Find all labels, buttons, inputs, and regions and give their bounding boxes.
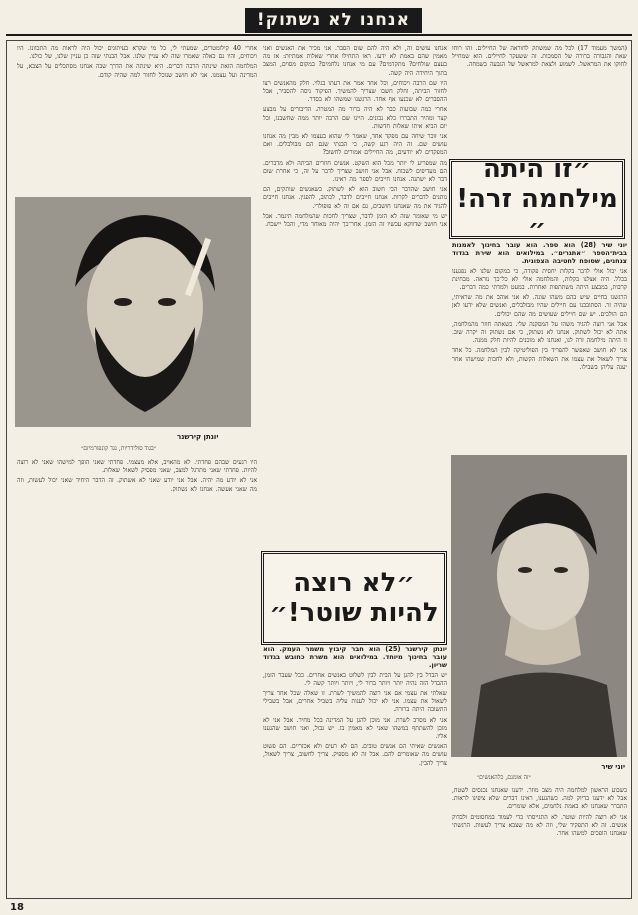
photo-yonatan-kirshner — [15, 197, 251, 427]
column-middle-bottom — [263, 645, 447, 897]
body-2-p11: האנשים שאיתי הם אנשים טובים. הם לא רעים ולא אכזריים. הם פשוט עושים מה שאומרים להם. אבל זה לא מספיק. צריך לחשוב, צריך לשאול, צריך להבין. — [263, 743, 447, 767]
body-2-p9: שאלתי את עצמי אם אני רוצה להמשיך לשרת. זו שאלה שכל אחד צריך לשאול את עצמו. אני לא יכול לענות עליה בשביל אחרים, אבל בשבילי התשובה היתה ברורה. — [263, 690, 447, 714]
body-2-p7: יש מי שאומר שזה לא הזמן לדבר, שצריך לחכות שהמלחמה תיגמר. אבל אני חושב שדווקא עכשיו זה הזמן. אחר־כך יהיה מאוחר מדי, והכל יישכח. — [263, 212, 447, 229]
body-1-p4: אני לא חושב שאפשר להפריד בין הפוליטיקה לבין המלחמה. כל אחד צריך לשאול את עצמו את השאלות הקשות, ולא לחכות שמישהו אחר יענה עליהן בשבילו. — [452, 347, 627, 371]
body-1-p5: בשבוע הראשון למלחמה היה מצב מוזר. ידענו שאנחנו נכנסים לשטח, אבל לא ידענו בדיוק למה. כשהגענו, ראינו דברים שלא ציפינו לראות. התברר שאנחנו לא באמת נלחמים, אלא שומרים. — [452, 787, 627, 811]
body-2-p2: היו שם הרבה ויכוחים, וכל אחד אמר את דעתו בגלוי. חלק מהאנשים רצו לחזור הביתה, וחלק חשבו שצריך להמשיך. הפיקוד ניסה להסביר, אבל ההסברים לא שכנעו אף אחד. הרגשנו שמשהו לא בסדר. — [263, 79, 447, 104]
intro-text: (המשך מעמוד 17) לכל מה שמשתק לחוראה של החיילים. זהו רוחו שאת והגבורה ברורה של הסמכות. זה ששעקר לחיילים. הוא שמחייל לחוקו את המראשל. לשמוע ולצאת למראשל של הגבעה בשמחה. — [452, 45, 627, 69]
body-2-p6: אני חושב שהדבר הכי חשוב הוא לא לשתוק. כשאנשים שותקים, הם נותנים לדברים לקרות. אנחנו חייבים לדבר, לכתוב, להפגין. אנחנו חייבים להגיד את מה שאנחנו חושבים, גם אם זה לא פופולרי. — [263, 186, 447, 210]
page-header — [6, 6, 632, 36]
body-2-p3: אחרי כמה שבועות כבר לא היה ברור מה המטרה. הדיבורים על מבצע קצר ומהיר התבררו כלא נכונים. היינו שם הרבה יותר ממה שחשבנו, וכל יום הביא איתו שאלות חדשות. — [263, 106, 447, 130]
portrait-shir-image — [451, 455, 627, 757]
body-1-p2: הרגשנו בחיים שיש בהם משהו שונה. לא אני אוהב את מה שראיתי, שהיה זר. הסתובבנו עם חיילים שהיו מבולבלים, ואנשים שלא ידעו לאן הם הולכים. יש שם חיילים שעושים מה שהם יכולים. — [452, 294, 627, 318]
body-2-p8: יש הבדל בין להגן על הבית לבין לשלוט באנשים אחרים. ככל שעבר הזמן, ההבדל הזה נהיה יותר ויותר ברור לי, ויותר ויותר קשה לי. — [263, 671, 447, 687]
page-number: 18 — [10, 902, 24, 913]
body-2-p10: אני לא מסרב לשרת. אני מוכן להגן על המדינה בכל מחיר. אבל אני לא מוכן להשתתף במשהו שאני לא מאמין בו. יש גבול, ואני חושב שהגענו אליו. — [263, 716, 447, 741]
article-frame — [6, 40, 632, 899]
body-1-p1: אני יכול אולי לדבר בקלות יחסית פקודה, כי במקום שלנו לא נפגענו בכלל. היה אצלנו בקלות, והמלחמה אולי לא כל־כך נוראה. מבחינת קרבות, במבצע היתה משתתפות ואחרות. במעט ולמדתי כמה דברים. — [452, 267, 627, 292]
column-middle-top — [263, 45, 447, 545]
column-right-body — [452, 241, 627, 451]
column-left-top — [17, 45, 257, 151]
body-1-p6: אני לא רוצה להיות שוטר. לא התגייסתי כדי לעמוד במחסומים ולבדוק אנשים. זה לא התפקיד שלי, וזה לא מה שצבא צריך לעשות. הרגשתי שאנחנו הופכים למשהו אחר. — [452, 813, 627, 838]
body-2-p1: אנחנו עושים זה, ולא היה להם שום הסבר. אני מכיר את האנשים ואני מאמין שהם באמת לא ידעו. ראו התחילו אחרי שאלות אמתיות: אז מה בעצם שולחים? מתקדמים? עם מי אנחנו נלחמים? במקום מסוים, המצב בתוך היחידה היה קשה. — [263, 45, 447, 77]
body-3-p3: היו רגעים שבהם פחדתי. לא מהאויב, אלא מעצמי. פחדתי שאני הופך למישהו שאני לא רוצה להיות. פחדתי שאני מתרגל למצב, שאני מפסיק לשאול שאלות. — [17, 459, 257, 475]
body-1-p3: אבל אני רוצה להגיד משהו על המסקנה שלי. כשאתה חוזר מהמלחמה, אתה לא יכול לשתוק. אנחנו לא נשתוק, כי אם נשתוק זה יקרה שוב. זו היתה מילחמה זרה לנו, ואנחנו לא מוכנים להיות חלק ממנה. — [452, 320, 627, 345]
body-3-p2: המלחמה הזאת שינתה הרבה דברים. היא שינתה את הדרך שבה אנחנו מסתכלים על הצבא, על המדינה ועל עצמנו. אני לא חושב שנוכל לחזור למה שהיה קודם. — [17, 63, 257, 79]
headline-2: ״לא רוצה להיות שוטר!״ — [269, 568, 439, 628]
headline-box-1 — [449, 154, 625, 244]
caption-kirshner-credit: ״בגוד סולידריות, נגד קונפורמיזם״ — [81, 445, 157, 452]
body-2-p4: אני זוכר שיחה עם מפקד אחד, שאמר לי שהוא בעצמו לא מבין מה אנחנו עושים שם. זה היה רגע קשה, כי הבנתי שגם הם מבולבלים. ואם המפקדים לא יודעים, מה החיילים אמורים לחשוב? — [263, 133, 447, 157]
headline-1: ״זו היתה מילחמה זרה!״ — [456, 154, 618, 244]
column-right-intro — [452, 45, 627, 151]
header-title: אנחנו לא נשתוק! — [245, 8, 422, 33]
photo-yoni-shir — [451, 455, 627, 757]
column-right-bottom — [452, 787, 627, 897]
body-3-p1: אחרי 40 קילומטרים, שמעתי לי, כל מי שקרא בעיתונים יכול היה לראות מה התכוונו. היו ויכוחים, והיו גם כאלה שאמרו שזה לא עניין שלנו. אבל הבנתי שזה כן עניין שלנו, של כולנו. — [17, 45, 257, 61]
caption-kirshner: יונתן קירשנר — [177, 433, 219, 441]
portrait-kirshner-image — [15, 197, 251, 427]
headline-box-2 — [261, 551, 447, 645]
lead-1: יוני שיר (28) הוא ספר. הוא עובר בחינוך לאמנות בבית־הספר ״אתגרים״. במילואים הוא שירת בגדוד צנחנים, שסופח לחטיבה הצפונית. — [452, 241, 627, 266]
caption-shir-sub: ״זה אומנם, כלהאנשים״ — [476, 774, 531, 781]
body-2-p5: מה שמפריע לי יותר מכל הוא השקט. אנשים חוזרים הביתה ולא מדברים. הם מעדיפים לשכוח. אבל אני חושב שצריך לדבר על זה, כי אחרת שום דבר לא ישתנה. אנחנו חייבים לספר מה ראינו. — [263, 159, 447, 184]
body-3-p4: אני לא יודע מה יהיה. אבל אני יודע שאני לא אשתוק. זה הדבר היחיד שאני יכול לעשות, וזה מה שאני אעשה. אנחנו לא נשתוק. — [17, 477, 257, 493]
caption-shir: יוני שיר — [601, 763, 625, 771]
column-left-bottom — [17, 459, 257, 897]
lead-2: יונתן קירשנר (25) הוא חבר קיבוץ משמר העמק. הוא עובר בחינוך מיוחד. במילואים הוא משרת כחובש בגדוד שריון. — [263, 645, 447, 670]
